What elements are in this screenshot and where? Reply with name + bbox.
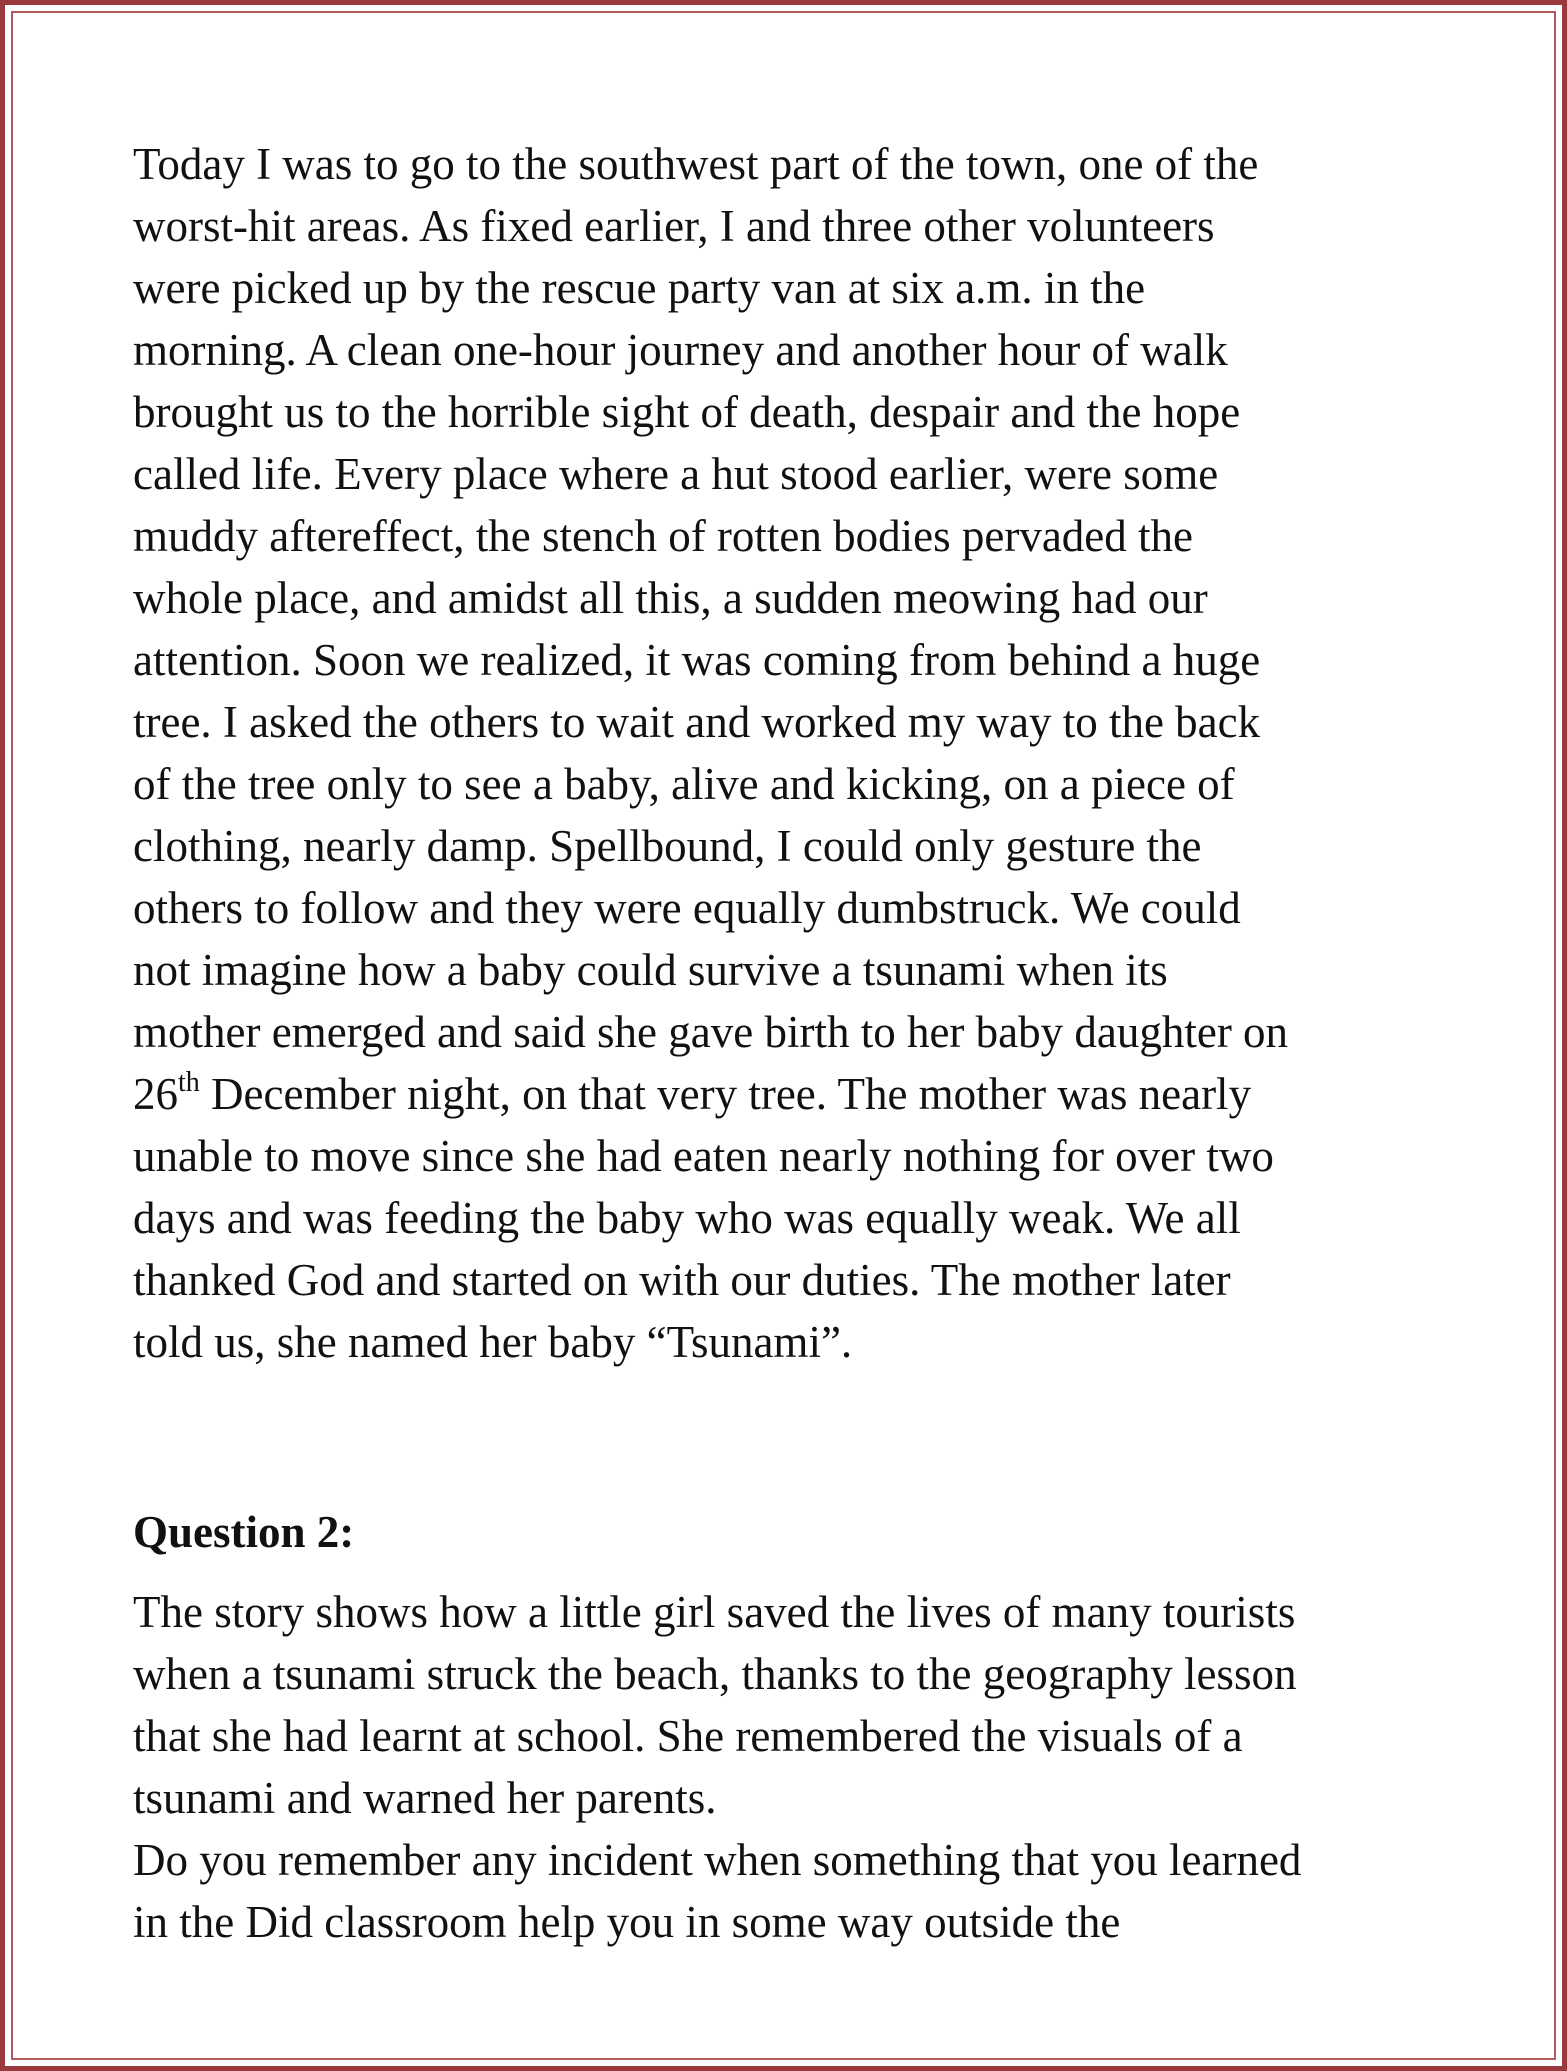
paragraph-line: told us, she named her baby “Tsunami”.	[133, 1317, 853, 1367]
paragraph-line: others to follow and they were equally dumbstruck. We could	[133, 883, 1241, 933]
date-line-rest: December night, on that very tree. The mother was nearly	[199, 1069, 1252, 1119]
date-number: 26	[133, 1069, 178, 1119]
question-text	[133, 1581, 1453, 1953]
paragraph-line: muddy aftereffect, the stench of rotten bodies pervaded the	[133, 511, 1194, 561]
document-page	[133, 133, 1453, 1953]
question-line: The story shows how a little girl saved the lives of many tourists	[133, 1587, 1296, 1637]
paragraph-line: brought us to the horrible sight of death, despair and the hope	[133, 387, 1241, 437]
paragraph-line: tree. I asked the others to wait and worked my way to the back	[133, 697, 1261, 747]
paragraph-line: whole place, and amidst all this, a sudden meowing had our	[133, 573, 1208, 623]
heading-spacer	[133, 1563, 1453, 1581]
question-line: Do you remember any incident when something that you learned	[133, 1835, 1302, 1885]
question-line: tsunami and warned her parents.	[133, 1773, 717, 1823]
paragraph-line: days and was feeding the baby who was equally weak. We all	[133, 1193, 1241, 1243]
paragraph-line: attention. Soon we realized, it was coming from behind a huge	[133, 635, 1261, 685]
paragraph-line: of the tree only to see a baby, alive and kicking, on a piece of	[133, 759, 1235, 809]
paragraph-line: mother emerged and said she gave birth to her baby daughter on	[133, 1007, 1289, 1057]
paragraph-date-line	[133, 1063, 1453, 1125]
question-line: in the Did classroom help you in some way outside the	[133, 1897, 1121, 1947]
section-spacer	[133, 1373, 1453, 1501]
question-heading: Question 2:	[133, 1507, 355, 1557]
paragraph-line: called life. Every place where a hut stood earlier, were some	[133, 449, 1219, 499]
date-ordinal-suffix: th	[178, 1067, 200, 1098]
paragraph-line: not imagine how a baby could survive a tsunami when its	[133, 945, 1168, 995]
answer-paragraph	[133, 133, 1453, 1373]
paragraph-line: thanked God and started on with our duties. The mother later	[133, 1255, 1231, 1305]
paragraph-line: were picked up by the rescue party van at six a.m. in the	[133, 263, 1146, 313]
paragraph-line: clothing, nearly damp. Spellbound, I could only gesture the	[133, 821, 1202, 871]
paragraph-line: morning. A clean one-hour journey and another hour of walk	[133, 325, 1228, 375]
paragraph-line: unable to move since she had eaten nearly nothing for over two	[133, 1131, 1274, 1181]
question-line: that she had learnt at school. She remembered the visuals of a	[133, 1711, 1243, 1761]
paragraph-line: worst-hit areas. As fixed earlier, I and three other volunteers	[133, 201, 1215, 251]
question-line: when a tsunami struck the beach, thanks to the geography lesson	[133, 1649, 1297, 1699]
paragraph-line: Today I was to go to the southwest part of the town, one of the	[133, 139, 1259, 189]
